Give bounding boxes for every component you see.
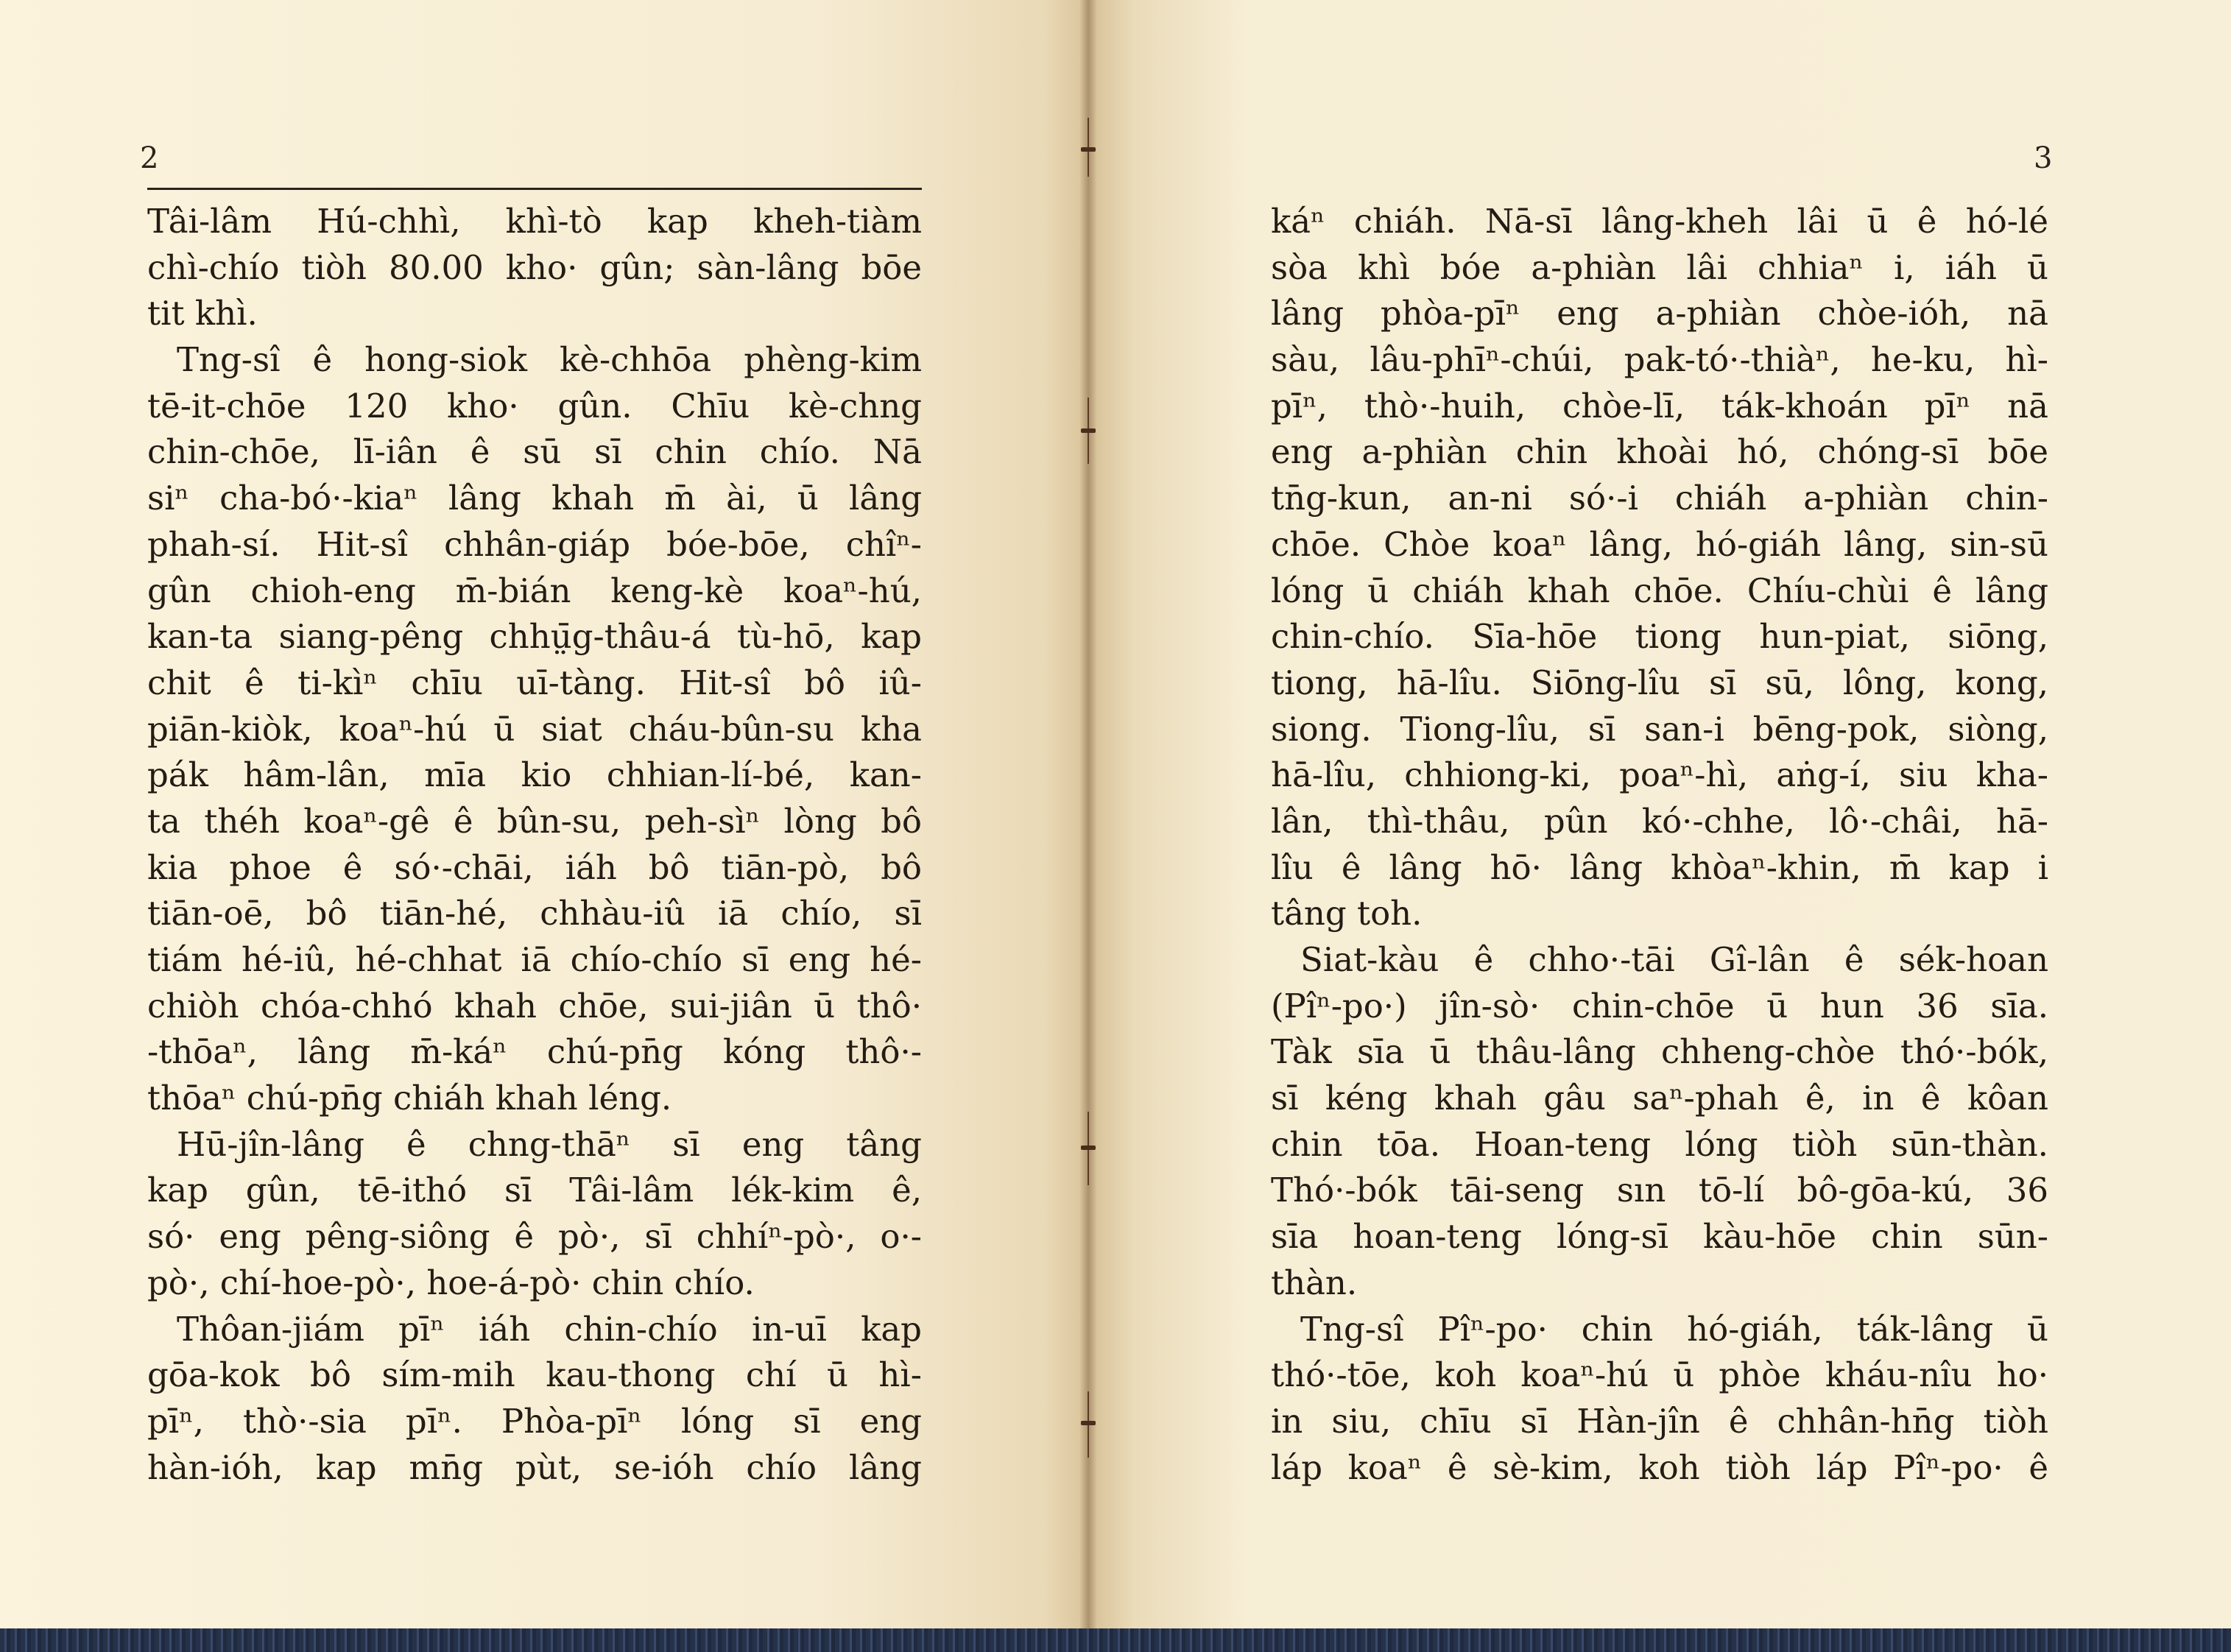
text-line: piān-kiòk, koaⁿ-hú ū siat cháu-bûn-su kha	[147, 709, 922, 749]
text-line: tâng toh.	[1271, 894, 1423, 933]
text-line: chin-chōe, lī-iân ê sū sī chin chío. Nā	[147, 432, 922, 472]
text-line: lîu ê lâng hō· lâng khòaⁿ-khin, m̄ kap i	[1271, 847, 2048, 887]
text-line: hā-lîu, chhiong-ki, poaⁿ-hì, aṅg-í, siu kha-	[1271, 755, 2048, 795]
text-line: eng a-phiàn chin khoài hó, chóng-sī bōe	[1271, 432, 2048, 472]
text-line: Thó·-bók tāi-seng sın tō-lí bô-gōa-kú, 36	[1271, 1171, 2048, 1210]
book-gutter	[1079, 0, 1097, 1628]
text-line: chiòh chóa-chhó khah chōe, sui-jiân ū thô·	[147, 986, 922, 1026]
text-line: pīⁿ, thò·-huih, chòe-lī, ták-khoán pīⁿ nā	[1271, 386, 2048, 426]
page-number-left: 2	[140, 141, 159, 175]
binding-stitch	[1081, 147, 1096, 152]
text-line: Thôan-jiám pīⁿ iáh chin-chío in-uī kap	[177, 1309, 922, 1349]
text-line: chì-chío tiòh 80.00 kho· gûn; sàn-lâng bōe	[147, 247, 922, 287]
header-rule	[147, 188, 922, 190]
text-line: Siat-kàu ê chho·-tāi Gî-lân ê sék-hoan	[1300, 940, 2048, 979]
text-line: thó·-tōe, koh koaⁿ-hú ū phòe kháu-nîu ho·	[1271, 1355, 2048, 1395]
text-line: phah-sí. Hit-sî chhân-giáp bóe-bōe, chîⁿ-	[147, 524, 922, 564]
text-line: gûn chioh-eng m̄-bián keng-kè koaⁿ-hú,	[147, 571, 922, 610]
text-line: láp koaⁿ ê sè-kim, koh tiòh láp Pîⁿ-po· ê	[1271, 1447, 2048, 1487]
text-line: pò·, chí-hoe-pò·, hoe-á-pò· chin chío.	[147, 1263, 755, 1302]
text-line: sī kéng khah gâu saⁿ-phah ê, in ê kôan	[1271, 1079, 2048, 1118]
text-line: tiong, hā-lîu. Siōng-lîu sī sū, lông, kong,	[1271, 663, 2048, 702]
right-page-text	[1271, 199, 2048, 1491]
text-line: chit ê ti-kìⁿ chīu uī-tàng. Hit-sî bô iû-	[147, 663, 922, 702]
text-line: kia phoe ê só·-chāi, iáh bô tiān-pò, bô	[147, 847, 922, 887]
text-line: pák hâm-lân, mīa kio chhian-lí-bé, kan-	[147, 755, 922, 795]
page-number-right: 3	[2034, 141, 2053, 175]
text-line: pīⁿ, thò·-sia pīⁿ. Phòa-pīⁿ lóng sī eng	[147, 1401, 922, 1441]
text-line: kap gûn, tē-ithó sī Tâi-lâm lék-kim ê,	[147, 1171, 922, 1210]
text-line: lân, thì-thâu, pûn kó·-chhe, lô·-châi, hā-	[1271, 801, 2048, 841]
left-page-text	[147, 199, 922, 1491]
text-line: káⁿ chiáh. Nā-sī lâng-kheh lâi ū ê hó-lé	[1271, 202, 2048, 241]
text-line: tiám hé-iû, hé-chhat iā chío-chío sī eng hé-	[147, 940, 922, 979]
text-line: Tàk sīa ū thâu-lâng chheng-chòe thó·-bók,	[1271, 1032, 2048, 1072]
text-line: ta théh koaⁿ-gê ê bûn-su, peh-sìⁿ lòng bô	[147, 801, 922, 841]
text-line: tit khì.	[147, 294, 258, 333]
text-line: thàn.	[1271, 1263, 1358, 1302]
text-line: Hū-jîn-lâng ê chng-thāⁿ sī eng tâng	[177, 1124, 922, 1164]
text-line: sīa hoan-teng lóng-sī kàu-hōe chin sūn-	[1271, 1217, 2048, 1257]
binding-stitch	[1081, 1421, 1096, 1425]
text-line: chōe. Chòe koaⁿ lâng, hó-giáh lâng, sin-sū	[1271, 524, 2048, 564]
text-line: gōa-kok bô sím-mih kau-thong chí ū hì-	[147, 1355, 922, 1395]
text-line: hàn-ióh, kap mn̄g pùt, se-ióh chío lâng	[147, 1447, 922, 1487]
text-line: tē-it-chōe 120 kho· gûn. Chīu kè-chng	[147, 386, 922, 426]
text-line: siⁿ cha-bó·-kiaⁿ lâng khah m̄ ài, ū lâng	[147, 479, 922, 518]
text-line: chin-chío. Sīa-hōe tiong hun-piat, siōng,	[1271, 617, 2048, 657]
text-line: thōaⁿ chú-pn̄g chiáh khah léng.	[147, 1079, 672, 1118]
text-line: in siu, chīu sī Hàn-jîn ê chhân-hn̄g tiòh	[1271, 1401, 2048, 1441]
book-cover-edge	[0, 1628, 2231, 1652]
text-line: Tng-sî Pîⁿ-po· chin hó-giáh, ták-lâng ū	[1300, 1309, 2048, 1349]
text-line: Tâi-lâm Hú-chhì, khì-tò kap kheh-tiàm	[147, 202, 922, 241]
text-line: chin tōa. Hoan-teng lóng tiòh sūn-thàn.	[1271, 1124, 2048, 1164]
text-line: tn̄g-kun, an-ni só·-i chiáh a-phiàn chin-	[1271, 479, 2048, 518]
text-line: lâng phòa-pīⁿ eng a-phiàn chòe-ióh, nā	[1271, 294, 2048, 333]
text-line: -thōaⁿ, lâng m̄-káⁿ chú-pn̄g kóng thô·-	[147, 1032, 922, 1072]
binding-stitch	[1081, 428, 1096, 433]
text-line: sàu, lâu-phīⁿ-chúi, pak-tó·-thiàⁿ, he-ku, hì-	[1271, 340, 2048, 380]
binding-stitch	[1081, 1146, 1096, 1150]
text-line: (Pîⁿ-po·) jîn-sò· chin-chōe ū hun 36 sīa.	[1271, 986, 2048, 1026]
text-line: sòa khì bóe a-phiàn lâi chhiaⁿ i, iáh ū	[1271, 247, 2048, 287]
text-line: só· eng pêng-siông ê pò·, sī chhíⁿ-pò·, o·-	[147, 1217, 922, 1257]
text-line: lóng ū chiáh khah chōe. Chíu-chùi ê lâng	[1271, 571, 2048, 610]
text-line: Tng-sî ê hong-siok kè-chhōa phèng-kim	[177, 340, 922, 380]
text-line: tiān-oē, bô tiān-hé, chhàu-iû iā chío, sī	[147, 894, 922, 933]
text-line: siong. Tiong-lîu, sī san-i bēng-pok, siòng,	[1271, 709, 2048, 749]
text-line: kan-ta siang-pêng chhṳ̄g-thâu-á tù-hō, kap	[147, 617, 922, 657]
